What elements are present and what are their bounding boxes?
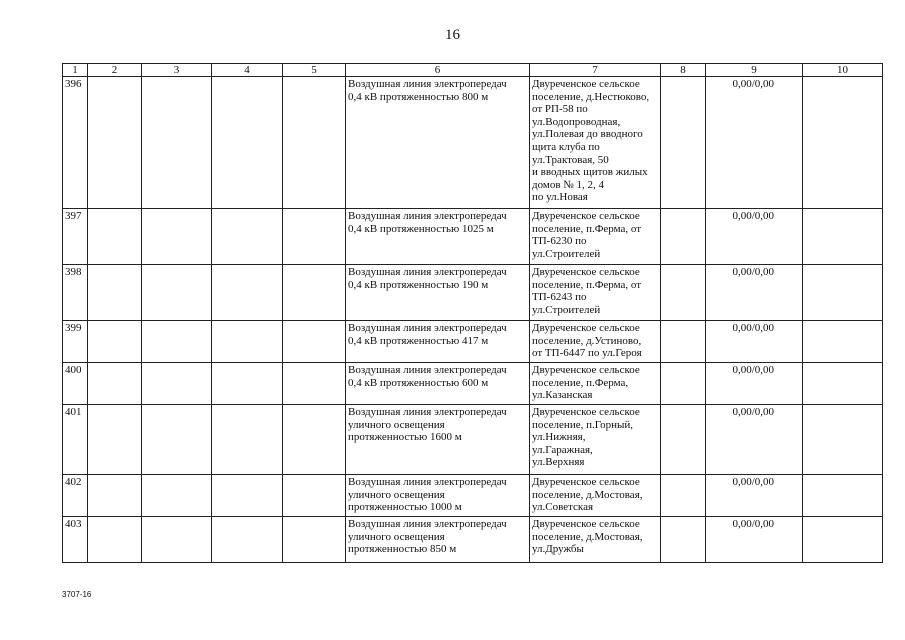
empty-cell: [142, 265, 212, 321]
column-header: 2: [88, 64, 142, 77]
location-line: Двуреченское сельское: [532, 322, 640, 334]
empty-cell: [283, 363, 346, 405]
column-number-row: [63, 64, 883, 77]
empty-cell: [212, 265, 283, 321]
object-name-line: Воздушная линия электропередач: [348, 78, 507, 90]
empty-cell: [142, 77, 212, 209]
location-line: Двуреченское сельское: [532, 406, 640, 418]
column-header: 4: [212, 64, 283, 77]
location-cell: [530, 475, 661, 517]
table-row: [63, 405, 883, 475]
location-line: ул.Верхняя: [532, 456, 585, 469]
object-name-line: Воздушная линия электропередач: [348, 476, 507, 488]
object-name-line: протяженностью 1600 м: [348, 431, 462, 444]
location-cell: [530, 77, 661, 209]
empty-cell: [803, 209, 883, 265]
value-cell: 0,00/0,00: [706, 405, 803, 475]
row-number-cell: 400: [63, 363, 88, 405]
empty-cell: [283, 405, 346, 475]
table-row: [63, 363, 883, 405]
empty-cell: [88, 321, 142, 363]
location-cell: [530, 209, 661, 265]
empty-cell: [661, 321, 706, 363]
object-name-cell: [346, 209, 530, 265]
object-name-line: 0,4 кВ протяженностью 800 м: [348, 90, 489, 103]
location-cell: [530, 405, 661, 475]
row-number-cell: 396: [63, 77, 88, 209]
location-line: ул.Нижняя,: [532, 431, 586, 444]
object-name-line: уличного освещения: [348, 418, 445, 431]
location-line: Двуреченское сельское: [532, 210, 640, 222]
location-line: от ТП-6447 по ул.Героя: [532, 347, 642, 360]
object-name-line: Воздушная линия электропередач: [348, 322, 507, 334]
location-line: ул.Советская: [532, 501, 594, 514]
empty-cell: [88, 405, 142, 475]
empty-cell: [661, 475, 706, 517]
column-header: 9: [706, 64, 803, 77]
empty-cell: [212, 475, 283, 517]
column-header: 6: [346, 64, 530, 77]
row-number-cell: 398: [63, 265, 88, 321]
location-line: по ул.Новая: [532, 191, 588, 204]
row-number-cell: 399: [63, 321, 88, 363]
location-line: Двуреченское сельское: [532, 476, 640, 488]
empty-cell: [661, 209, 706, 265]
location-cell: [530, 363, 661, 405]
empty-cell: [88, 265, 142, 321]
value-cell: 0,00/0,00: [706, 517, 803, 563]
value-cell: 0,00/0,00: [706, 77, 803, 209]
location-line: ул.Полевая до вводного: [532, 128, 643, 141]
empty-cell: [803, 265, 883, 321]
empty-cell: [283, 209, 346, 265]
empty-cell: [283, 77, 346, 209]
empty-cell: [88, 475, 142, 517]
value-cell: 0,00/0,00: [706, 475, 803, 517]
register-table: [62, 63, 883, 563]
table-row: [63, 209, 883, 265]
empty-cell: [142, 405, 212, 475]
object-name-line: Воздушная линия электропередач: [348, 210, 507, 222]
location-line: ТП-6230 по: [532, 235, 587, 248]
object-name-line: протяженностью 1000 м: [348, 501, 462, 514]
object-name-line: уличного освещения: [348, 530, 445, 543]
value-cell: 0,00/0,00: [706, 265, 803, 321]
footer-code: 3707-16: [62, 590, 92, 599]
location-line: Двуреченское сельское: [532, 518, 640, 530]
empty-cell: [212, 77, 283, 209]
object-name-line: уличного освещения: [348, 488, 445, 501]
empty-cell: [283, 321, 346, 363]
location-line: Двуреченское сельское: [532, 78, 640, 90]
location-line: поселение, п.Ферма,: [532, 376, 629, 389]
location-line: ул.Строителей: [532, 247, 601, 260]
empty-cell: [142, 475, 212, 517]
object-name-line: Воздушная линия электропередач: [348, 364, 507, 376]
empty-cell: [803, 321, 883, 363]
empty-cell: [88, 209, 142, 265]
location-line: от РП-58 по: [532, 103, 588, 116]
empty-cell: [803, 363, 883, 405]
empty-cell: [212, 405, 283, 475]
location-line: Двуреченское сельское: [532, 266, 640, 278]
location-cell: [530, 517, 661, 563]
empty-cell: [661, 265, 706, 321]
location-cell: [530, 265, 661, 321]
empty-cell: [803, 405, 883, 475]
column-header: 1: [63, 64, 88, 77]
location-line: щита клуба по: [532, 140, 600, 153]
row-number-cell: 402: [63, 475, 88, 517]
empty-cell: [88, 77, 142, 209]
empty-cell: [88, 363, 142, 405]
location-line: домов № 1, 2, 4: [532, 178, 605, 191]
object-name-line: протяженностью 850 м: [348, 543, 457, 556]
empty-cell: [283, 265, 346, 321]
location-line: Двуреченское сельское: [532, 364, 640, 376]
column-header: 7: [530, 64, 661, 77]
location-line: ТП-6243 по: [532, 291, 587, 304]
column-header: 8: [661, 64, 706, 77]
object-name-cell: [346, 77, 530, 209]
value-cell: 0,00/0,00: [706, 363, 803, 405]
object-name-line: 0,4 кВ протяженностью 600 м: [348, 376, 489, 389]
empty-cell: [142, 209, 212, 265]
object-name-cell: [346, 265, 530, 321]
location-line: поселение, д.Мостовая,: [532, 530, 643, 543]
location-line: поселение, д.Мостовая,: [532, 488, 643, 501]
object-name-line: Воздушная линия электропередач: [348, 406, 507, 418]
value-cell: 0,00/0,00: [706, 209, 803, 265]
table-row: [63, 77, 883, 209]
column-header: 10: [803, 64, 883, 77]
object-name-line: 0,4 кВ протяженностью 190 м: [348, 278, 489, 291]
location-line: ул.Казанская: [532, 389, 593, 402]
empty-cell: [661, 363, 706, 405]
table-body: [63, 77, 883, 563]
empty-cell: [212, 209, 283, 265]
location-line: и вводных щитов жилых: [532, 166, 648, 179]
table-row: [63, 475, 883, 517]
empty-cell: [803, 517, 883, 563]
empty-cell: [212, 321, 283, 363]
location-line: поселение, д.Нестюково,: [532, 90, 650, 103]
empty-cell: [142, 363, 212, 405]
empty-cell: [283, 475, 346, 517]
location-line: поселение, п.Горный,: [532, 418, 634, 431]
table-row: [63, 517, 883, 563]
object-name-line: Воздушная линия электропередач: [348, 266, 507, 278]
column-header: 3: [142, 64, 212, 77]
table-row: [63, 265, 883, 321]
empty-cell: [88, 517, 142, 563]
location-line: ул.Гаражная,: [532, 443, 593, 456]
row-number-cell: 397: [63, 209, 88, 265]
location-line: поселение, п.Ферма, от: [532, 222, 642, 235]
location-line: ул.Трактовая, 50: [532, 153, 609, 166]
location-line: поселение, п.Ферма, от: [532, 278, 642, 291]
row-number-cell: 403: [63, 517, 88, 563]
location-line: ул.Строителей: [532, 303, 601, 316]
empty-cell: [212, 517, 283, 563]
empty-cell: [803, 77, 883, 209]
column-header: 5: [283, 64, 346, 77]
object-name-line: Воздушная линия электропередач: [348, 518, 507, 530]
row-number-cell: 401: [63, 405, 88, 475]
empty-cell: [212, 363, 283, 405]
object-name-line: 0,4 кВ протяженностью 417 м: [348, 334, 489, 347]
value-cell: 0,00/0,00: [706, 321, 803, 363]
object-name-cell: [346, 405, 530, 475]
object-name-line: 0,4 кВ протяженностью 1025 м: [348, 222, 494, 235]
empty-cell: [142, 321, 212, 363]
object-name-cell: [346, 363, 530, 405]
empty-cell: [661, 77, 706, 209]
table-row: [63, 321, 883, 363]
location-cell: [530, 321, 661, 363]
location-line: поселение, д.Устиново,: [532, 334, 642, 347]
object-name-cell: [346, 321, 530, 363]
object-name-cell: [346, 517, 530, 563]
empty-cell: [283, 517, 346, 563]
page-number: 16: [445, 27, 460, 43]
empty-cell: [142, 517, 212, 563]
location-line: ул.Водопроводная,: [532, 115, 621, 128]
location-line: ул.Дружбы: [532, 543, 584, 556]
empty-cell: [661, 405, 706, 475]
empty-cell: [803, 475, 883, 517]
object-name-cell: [346, 475, 530, 517]
empty-cell: [661, 517, 706, 563]
